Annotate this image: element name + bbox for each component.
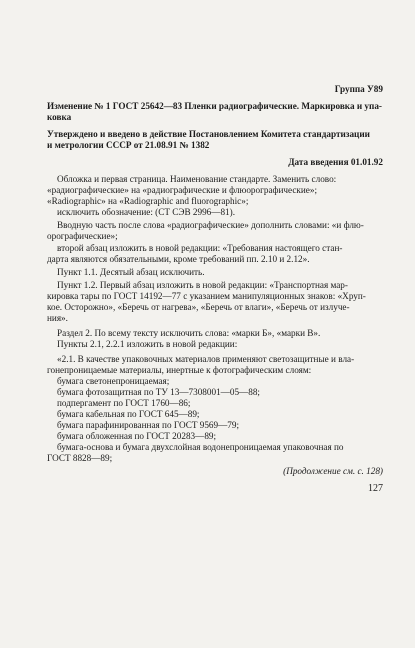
body-line: кое. Осторожно», «Беречь от нагрева», «Беречь от влаги», «Беречь от излуче- — [47, 302, 350, 312]
page-number: 127 — [368, 483, 383, 494]
continuation-note: (Продолжение см. с. 128) — [283, 466, 383, 476]
body-line: ния». — [47, 313, 68, 323]
body-line: гонепроницаемые материалы, инертные к фотографическим слоям: — [47, 365, 312, 375]
body-line: Пункты 2.1, 2.2.1 изложить в новой редакции: — [57, 339, 238, 349]
list-item: бумага-основа и бумага двухслойная водонепроницаемая упаковочная по — [57, 442, 344, 452]
list-item: ГОСТ 8828—89; — [47, 453, 113, 463]
body-line: «Radiographic» на «Radiographic and fluorographic»; — [47, 196, 249, 206]
list-item: бумага фотозащитная по ТУ 13—7308001—05—88; — [57, 387, 260, 397]
list-item: подпергамент по ГОСТ 1760—86; — [57, 398, 191, 408]
body-line: Пункт 1.1. Десятый абзац исключить. — [57, 267, 205, 277]
list-item: бумага кабельная по ГОСТ 645—89; — [57, 409, 200, 419]
body-line: кировка тары по ГОСТ 14192—77 с указанием манипуляционных знаков: «Хруп- — [47, 291, 366, 301]
body-line: «радиографические» на «радиографические и флюорографические»; — [47, 185, 318, 195]
body-line: Вводную часть после слова «радиографические» дополнить словами: «и флю- — [57, 220, 364, 230]
list-item: бумага светонепроницаемая; — [57, 376, 170, 386]
approval-line-1: Утверждено и введено в действие Постановлением Комитета стандартизации — [47, 129, 370, 139]
body-line: исключить обозначение: (СТ СЭВ 2996—81). — [57, 207, 235, 217]
effective-date: Дата введения 01.01.92 — [288, 157, 383, 167]
amendment-title-line-2: ковка — [47, 112, 72, 122]
body-line: Раздел 2. По всему тексту исключить слова: «марки Б», «марки В». — [57, 328, 321, 338]
body-line: Пункт 1.2. Первый абзац изложить в новой редакции: «Транспортная мар- — [57, 280, 348, 290]
list-item: бумага обложенная по ГОСТ 20283—89; — [57, 431, 217, 441]
list-item: бумага парафинированная по ГОСТ 9569—79; — [57, 420, 240, 430]
group-label: Группа У89 — [334, 84, 383, 94]
body-line: Обложка и первая страница. Наименование стандарте. Заменить слово: — [57, 174, 337, 184]
body-line: дарта являются обязательными, кроме требований пп. 2.10 и 2.12». — [47, 254, 310, 264]
approval-line-2: и метрологии СССР от 21.08.91 № 1382 — [47, 140, 210, 150]
body-line: второй абзац изложить в новой редакции: «Требования настоящего стан- — [57, 243, 343, 253]
body-line: «2.1. В качестве упаковочных материалов применяют светозащитные и вла- — [57, 354, 355, 364]
body-line: орографические»; — [47, 231, 118, 241]
amendment-title-line-1: Изменение № 1 ГОСТ 25642—83 Пленки радиографические. Маркировка и упа- — [47, 101, 382, 111]
